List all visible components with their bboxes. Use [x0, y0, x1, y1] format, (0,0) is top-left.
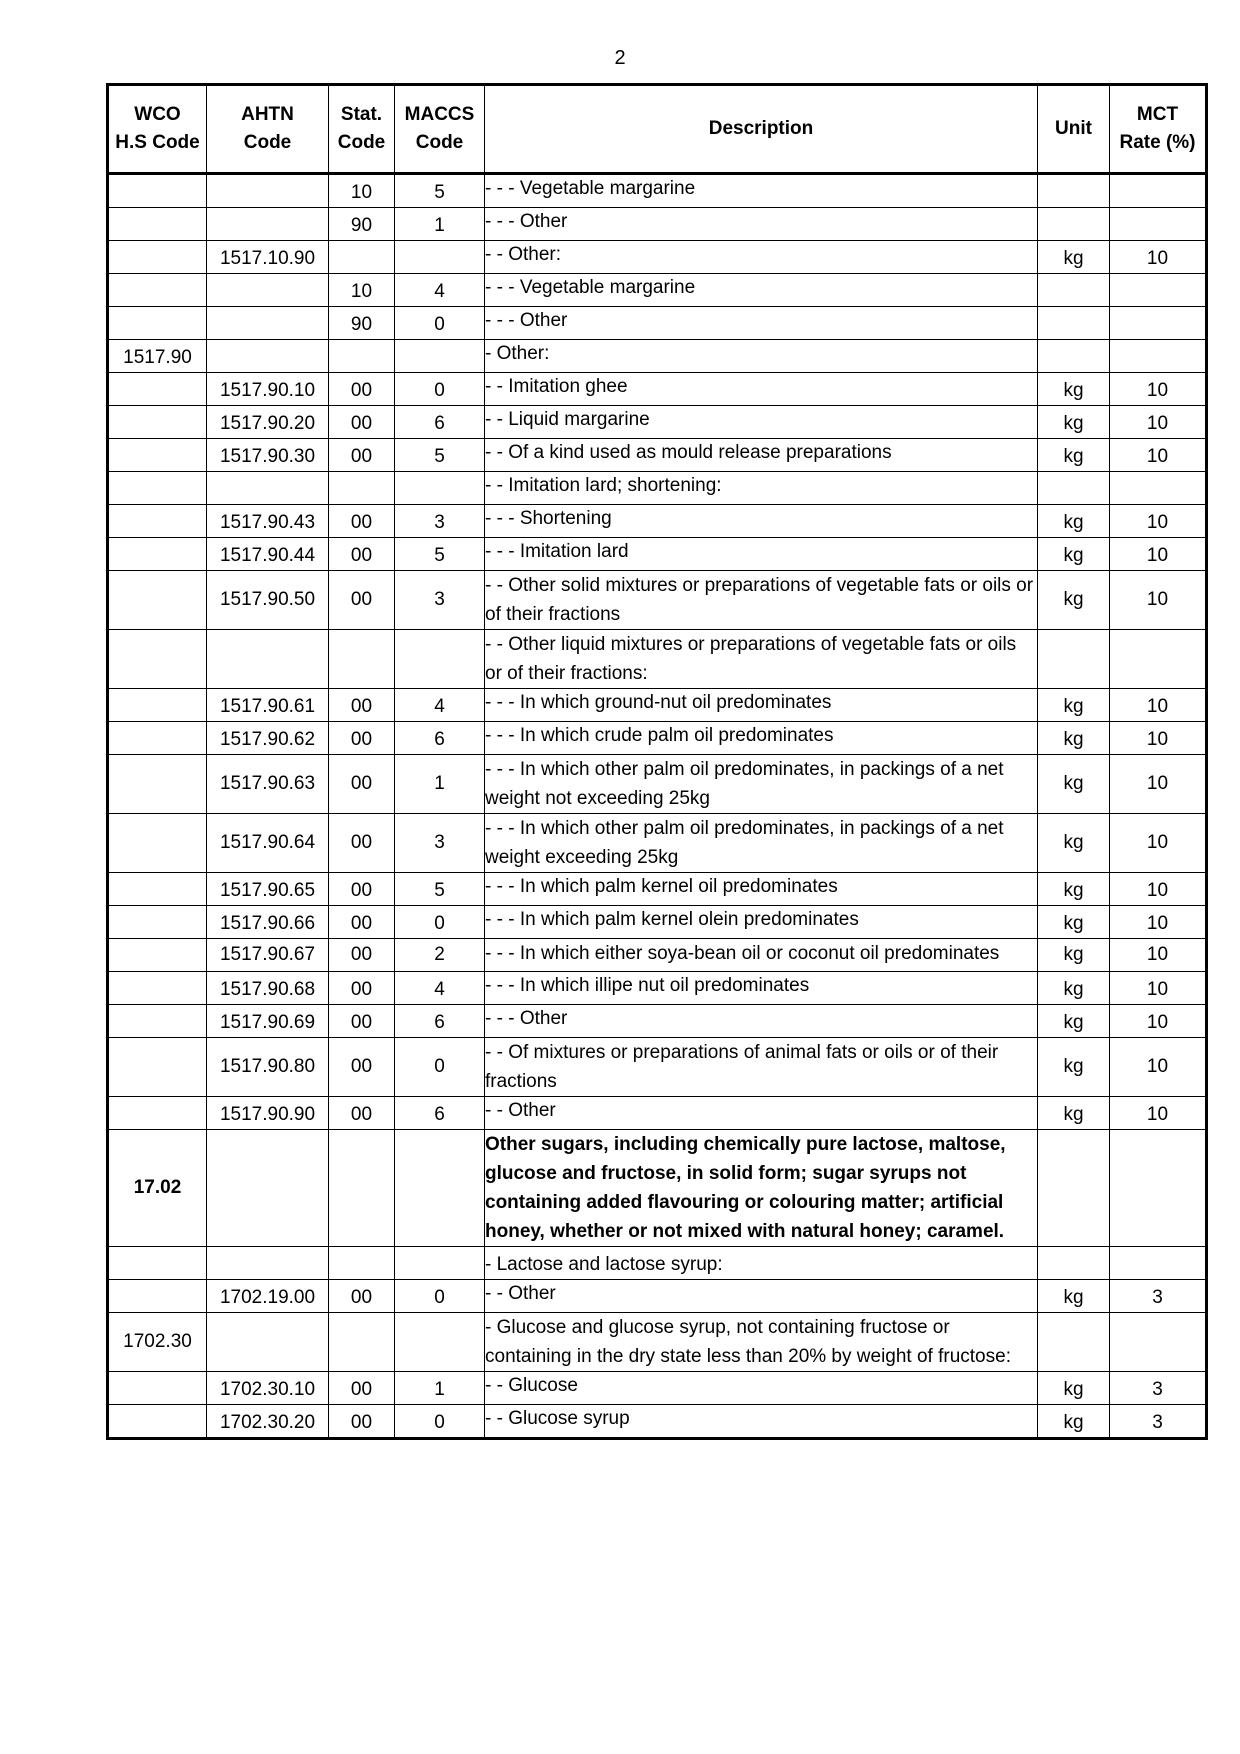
cell-stat: 00	[329, 1097, 395, 1130]
cell-ahtn	[207, 340, 329, 373]
cell-unit	[1038, 208, 1110, 241]
cell-rate: 10	[1110, 538, 1207, 571]
table-row	[108, 174, 1207, 208]
cell-unit	[1038, 630, 1110, 689]
cell-description: - - - In which other palm oil predominates, in packings of a net weight not exceeding 25kg	[485, 755, 1038, 814]
cell-maccs	[395, 1130, 485, 1247]
cell-maccs	[395, 472, 485, 505]
cell-maccs: 0	[395, 373, 485, 406]
cell-unit: kg	[1038, 538, 1110, 571]
cell-unit: kg	[1038, 1405, 1110, 1439]
cell-unit	[1038, 1313, 1110, 1372]
cell-rate: 10	[1110, 689, 1207, 722]
table-row	[108, 472, 1207, 505]
cell-maccs: 0	[395, 1280, 485, 1313]
cell-ahtn	[207, 307, 329, 340]
cell-description: - - Liquid margarine	[485, 406, 1038, 439]
header-unit: Unit	[1038, 85, 1110, 174]
cell-rate: 3	[1110, 1405, 1207, 1439]
cell-maccs: 5	[395, 873, 485, 906]
cell-description: - - Other:	[485, 241, 1038, 274]
cell-unit	[1038, 274, 1110, 307]
cell-unit	[1038, 307, 1110, 340]
cell-description: - - Of a kind used as mould release preparations	[485, 439, 1038, 472]
cell-ahtn: 1517.90.69	[207, 1005, 329, 1038]
cell-unit	[1038, 174, 1110, 208]
cell-maccs: 0	[395, 906, 485, 939]
cell-unit: kg	[1038, 814, 1110, 873]
cell-ahtn: 1517.90.44	[207, 538, 329, 571]
cell-stat	[329, 1313, 395, 1372]
cell-wco	[108, 274, 207, 307]
cell-ahtn: 1517.90.20	[207, 406, 329, 439]
cell-unit: kg	[1038, 722, 1110, 755]
header-row	[108, 85, 1207, 174]
cell-unit: kg	[1038, 571, 1110, 630]
cell-description: - Lactose and lactose syrup:	[485, 1247, 1038, 1280]
cell-ahtn: 1517.90.80	[207, 1038, 329, 1097]
cell-ahtn: 1517.90.63	[207, 755, 329, 814]
table-row	[108, 689, 1207, 722]
cell-unit: kg	[1038, 1097, 1110, 1130]
cell-stat: 10	[329, 174, 395, 208]
cell-ahtn	[207, 1247, 329, 1280]
cell-stat: 00	[329, 1038, 395, 1097]
cell-stat	[329, 1130, 395, 1247]
cell-wco	[108, 373, 207, 406]
cell-wco	[108, 630, 207, 689]
cell-wco	[108, 689, 207, 722]
cell-wco	[108, 472, 207, 505]
cell-unit: kg	[1038, 1280, 1110, 1313]
table-row	[108, 373, 1207, 406]
cell-rate: 10	[1110, 1038, 1207, 1097]
cell-description: - - Glucose	[485, 1372, 1038, 1405]
cell-rate: 10	[1110, 439, 1207, 472]
cell-unit	[1038, 472, 1110, 505]
cell-wco	[108, 538, 207, 571]
table-row	[108, 906, 1207, 939]
cell-stat	[329, 630, 395, 689]
cell-description: - - - Other	[485, 208, 1038, 241]
cell-wco	[108, 755, 207, 814]
cell-ahtn: 1517.90.66	[207, 906, 329, 939]
cell-unit: kg	[1038, 373, 1110, 406]
table-row	[108, 241, 1207, 274]
cell-maccs: 3	[395, 814, 485, 873]
table-row	[108, 1038, 1207, 1097]
cell-stat: 00	[329, 571, 395, 630]
header-wco: WCO H.S Code	[108, 85, 207, 174]
cell-wco: 17.02	[108, 1130, 207, 1247]
cell-description: - - Imitation lard; shortening:	[485, 472, 1038, 505]
cell-maccs	[395, 630, 485, 689]
cell-wco	[108, 1247, 207, 1280]
cell-rate	[1110, 1247, 1207, 1280]
table-row	[108, 972, 1207, 1005]
cell-ahtn: 1517.90.67	[207, 939, 329, 972]
cell-description: - - - Other	[485, 1005, 1038, 1038]
cell-description: - - - Vegetable margarine	[485, 174, 1038, 208]
cell-wco	[108, 241, 207, 274]
cell-ahtn	[207, 274, 329, 307]
cell-rate: 10	[1110, 755, 1207, 814]
cell-ahtn: 1517.90.64	[207, 814, 329, 873]
cell-rate: 10	[1110, 505, 1207, 538]
cell-unit: kg	[1038, 939, 1110, 972]
cell-rate	[1110, 174, 1207, 208]
cell-wco	[108, 505, 207, 538]
cell-rate: 10	[1110, 814, 1207, 873]
cell-stat: 00	[329, 873, 395, 906]
cell-maccs: 0	[395, 307, 485, 340]
cell-maccs: 4	[395, 972, 485, 1005]
cell-wco	[108, 307, 207, 340]
table-row	[108, 208, 1207, 241]
cell-stat	[329, 340, 395, 373]
cell-wco	[108, 1405, 207, 1439]
cell-stat: 00	[329, 755, 395, 814]
cell-maccs: 1	[395, 755, 485, 814]
cell-description: - - Other	[485, 1280, 1038, 1313]
cell-wco	[108, 1280, 207, 1313]
cell-description: - Glucose and glucose syrup, not containing fructose or containing in the dry state less than 20% by weight of fructose:	[485, 1313, 1038, 1372]
cell-stat: 00	[329, 538, 395, 571]
cell-wco	[108, 873, 207, 906]
cell-description: - - Imitation ghee	[485, 373, 1038, 406]
cell-maccs: 2	[395, 939, 485, 972]
cell-ahtn	[207, 1313, 329, 1372]
cell-maccs: 0	[395, 1038, 485, 1097]
cell-rate	[1110, 1130, 1207, 1247]
cell-maccs: 6	[395, 722, 485, 755]
cell-ahtn: 1517.90.68	[207, 972, 329, 1005]
cell-maccs	[395, 241, 485, 274]
cell-wco: 1517.90	[108, 340, 207, 373]
cell-wco	[108, 1005, 207, 1038]
cell-rate: 10	[1110, 906, 1207, 939]
table-row	[108, 340, 1207, 373]
cell-maccs: 5	[395, 439, 485, 472]
cell-wco	[108, 906, 207, 939]
header-maccs: MACCS Code	[395, 85, 485, 174]
table-row	[108, 1005, 1207, 1038]
cell-maccs: 6	[395, 1005, 485, 1038]
cell-description: - - Of mixtures or preparations of animal fats or oils or of their fractions	[485, 1038, 1038, 1097]
cell-description: - - - In which crude palm oil predominates	[485, 722, 1038, 755]
cell-unit: kg	[1038, 505, 1110, 538]
cell-description: - - - In which palm kernel olein predominates	[485, 906, 1038, 939]
cell-description: Other sugars, including chemically pure lactose, maltose, glucose and fructose, in solid form; sugar syrups not containing added flavouring or colouring matter; artificial honey, whether or not mixed with natural honey; caramel.	[485, 1130, 1038, 1247]
cell-wco	[108, 406, 207, 439]
cell-rate	[1110, 472, 1207, 505]
table-row-heading	[108, 1130, 1207, 1247]
cell-rate: 10	[1110, 241, 1207, 274]
cell-rate	[1110, 208, 1207, 241]
cell-wco	[108, 814, 207, 873]
cell-wco	[108, 208, 207, 241]
cell-description: - - Other	[485, 1097, 1038, 1130]
cell-rate	[1110, 307, 1207, 340]
cell-ahtn	[207, 472, 329, 505]
table-row	[108, 755, 1207, 814]
cell-maccs: 6	[395, 406, 485, 439]
cell-ahtn	[207, 208, 329, 241]
cell-description: - - - In which illipe nut oil predominates	[485, 972, 1038, 1005]
cell-rate	[1110, 340, 1207, 373]
cell-stat: 00	[329, 505, 395, 538]
cell-ahtn	[207, 630, 329, 689]
cell-stat	[329, 1247, 395, 1280]
cell-description: - - - In which other palm oil predominates, in packings of a net weight exceeding 25kg	[485, 814, 1038, 873]
cell-unit: kg	[1038, 689, 1110, 722]
cell-description: - - - In which ground-nut oil predominates	[485, 689, 1038, 722]
cell-stat	[329, 472, 395, 505]
cell-stat: 00	[329, 722, 395, 755]
cell-stat: 00	[329, 689, 395, 722]
cell-ahtn: 1517.90.62	[207, 722, 329, 755]
page-number: 2	[614, 47, 626, 69]
cell-stat: 90	[329, 307, 395, 340]
cell-rate: 10	[1110, 1005, 1207, 1038]
table-row	[108, 439, 1207, 472]
cell-ahtn: 1517.90.90	[207, 1097, 329, 1130]
table-row	[108, 505, 1207, 538]
cell-stat: 00	[329, 814, 395, 873]
table-row	[108, 814, 1207, 873]
cell-maccs: 4	[395, 689, 485, 722]
cell-maccs: 3	[395, 571, 485, 630]
cell-maccs: 3	[395, 505, 485, 538]
cell-ahtn: 1702.30.20	[207, 1405, 329, 1439]
table-row	[108, 538, 1207, 571]
cell-ahtn: 1517.90.30	[207, 439, 329, 472]
cell-rate	[1110, 630, 1207, 689]
table-row	[108, 1372, 1207, 1405]
cell-description: - - - Shortening	[485, 505, 1038, 538]
cell-stat: 00	[329, 939, 395, 972]
cell-wco: 1702.30	[108, 1313, 207, 1372]
cell-description: - - - In which either soya-bean oil or coconut oil predominates	[485, 939, 1038, 972]
cell-stat: 00	[329, 906, 395, 939]
cell-unit	[1038, 1247, 1110, 1280]
cell-maccs	[395, 1247, 485, 1280]
cell-wco	[108, 571, 207, 630]
header-description: Description	[485, 85, 1038, 174]
cell-stat: 00	[329, 1005, 395, 1038]
cell-wco	[108, 1097, 207, 1130]
cell-maccs: 0	[395, 1405, 485, 1439]
cell-rate: 10	[1110, 406, 1207, 439]
cell-ahtn: 1517.90.65	[207, 873, 329, 906]
table-row	[108, 939, 1207, 972]
cell-rate: 10	[1110, 873, 1207, 906]
cell-description: - - - Vegetable margarine	[485, 274, 1038, 307]
cell-rate: 10	[1110, 722, 1207, 755]
cell-unit: kg	[1038, 241, 1110, 274]
cell-description: - - - Other	[485, 307, 1038, 340]
table-row	[108, 630, 1207, 689]
cell-maccs: 6	[395, 1097, 485, 1130]
table-row	[108, 1405, 1207, 1439]
cell-rate: 10	[1110, 939, 1207, 972]
table-row	[108, 1097, 1207, 1130]
table-row	[108, 1313, 1207, 1372]
cell-stat: 00	[329, 439, 395, 472]
cell-rate: 10	[1110, 373, 1207, 406]
cell-ahtn: 1517.10.90	[207, 241, 329, 274]
cell-unit: kg	[1038, 1038, 1110, 1097]
cell-unit: kg	[1038, 873, 1110, 906]
table-row	[108, 307, 1207, 340]
table-row	[108, 722, 1207, 755]
cell-ahtn: 1517.90.10	[207, 373, 329, 406]
cell-description: - Other:	[485, 340, 1038, 373]
table-row	[108, 274, 1207, 307]
cell-wco	[108, 1038, 207, 1097]
cell-ahtn: 1702.30.10	[207, 1372, 329, 1405]
cell-description: - - Glucose syrup	[485, 1405, 1038, 1439]
cell-maccs	[395, 1313, 485, 1372]
header-rate: MCT Rate (%)	[1110, 85, 1207, 174]
cell-rate: 3	[1110, 1372, 1207, 1405]
cell-maccs: 1	[395, 1372, 485, 1405]
cell-unit: kg	[1038, 1372, 1110, 1405]
cell-stat: 00	[329, 1405, 395, 1439]
cell-stat: 00	[329, 1372, 395, 1405]
cell-maccs: 5	[395, 538, 485, 571]
cell-wco	[108, 1372, 207, 1405]
cell-unit: kg	[1038, 439, 1110, 472]
cell-wco	[108, 174, 207, 208]
table-row	[108, 873, 1207, 906]
cell-stat: 90	[329, 208, 395, 241]
cell-unit: kg	[1038, 972, 1110, 1005]
header-stat: Stat. Code	[329, 85, 395, 174]
cell-rate: 10	[1110, 1097, 1207, 1130]
cell-stat: 10	[329, 274, 395, 307]
cell-ahtn	[207, 174, 329, 208]
cell-ahtn: 1517.90.43	[207, 505, 329, 538]
cell-ahtn: 1702.19.00	[207, 1280, 329, 1313]
cell-stat: 00	[329, 373, 395, 406]
cell-description: - - - Imitation lard	[485, 538, 1038, 571]
cell-maccs: 1	[395, 208, 485, 241]
cell-stat: 00	[329, 406, 395, 439]
cell-wco	[108, 939, 207, 972]
table-row	[108, 1280, 1207, 1313]
cell-wco	[108, 972, 207, 1005]
cell-rate	[1110, 1313, 1207, 1372]
cell-unit: kg	[1038, 755, 1110, 814]
cell-stat: 00	[329, 1280, 395, 1313]
cell-unit: kg	[1038, 906, 1110, 939]
cell-stat: 00	[329, 972, 395, 1005]
cell-description: - - - In which palm kernel oil predominates	[485, 873, 1038, 906]
cell-ahtn	[207, 1130, 329, 1247]
cell-unit	[1038, 1130, 1110, 1247]
tariff-table	[106, 83, 1208, 1440]
cell-unit	[1038, 340, 1110, 373]
cell-rate: 3	[1110, 1280, 1207, 1313]
table-row	[108, 571, 1207, 630]
cell-maccs: 4	[395, 274, 485, 307]
cell-ahtn: 1517.90.50	[207, 571, 329, 630]
cell-maccs: 5	[395, 174, 485, 208]
cell-unit: kg	[1038, 1005, 1110, 1038]
cell-rate: 10	[1110, 972, 1207, 1005]
cell-description: - - Other liquid mixtures or preparations of vegetable fats or oils or of their fractions:	[485, 630, 1038, 689]
cell-wco	[108, 439, 207, 472]
cell-unit: kg	[1038, 406, 1110, 439]
table-row	[108, 1247, 1207, 1280]
table-row	[108, 406, 1207, 439]
cell-ahtn: 1517.90.61	[207, 689, 329, 722]
cell-rate: 10	[1110, 571, 1207, 630]
cell-rate	[1110, 274, 1207, 307]
header-ahtn: AHTN Code	[207, 85, 329, 174]
cell-description: - - Other solid mixtures or preparations of vegetable fats or oils or of their fractions	[485, 571, 1038, 630]
cell-wco	[108, 722, 207, 755]
cell-maccs	[395, 340, 485, 373]
cell-stat	[329, 241, 395, 274]
